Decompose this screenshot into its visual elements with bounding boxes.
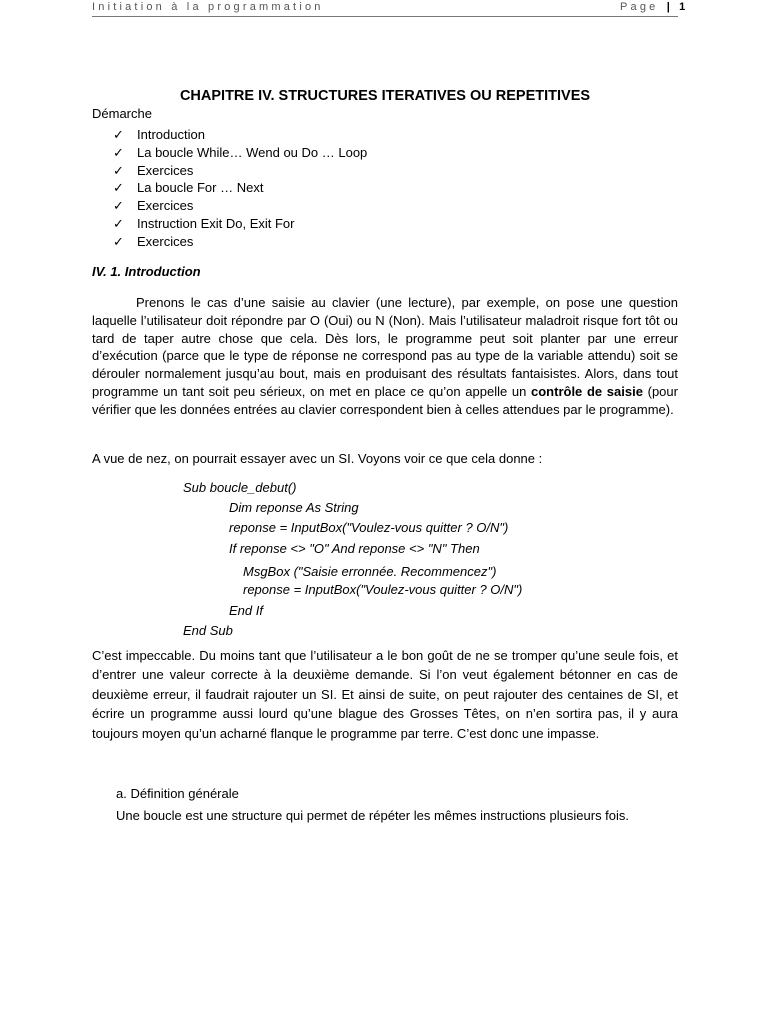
page-label: Page <box>620 1 659 13</box>
check-icon: ✓ <box>113 162 124 178</box>
code-line: End Sub <box>183 623 233 638</box>
list-item: ✓ La boucle While… Wend ou Do … Loop <box>113 144 368 160</box>
check-icon: ✓ <box>113 127 124 142</box>
subsection-heading: a. Définition générale <box>116 786 239 801</box>
code-line: reponse = InputBox("Voulez-vous quitter ? O/N") <box>243 582 523 597</box>
section-heading: IV. 1. Introduction <box>92 264 201 279</box>
lead-in-paragraph: A vue de nez, on pourrait essayer avec un SI. Voyons voir ce que cela donne : <box>92 451 543 466</box>
page-separator: | <box>666 1 670 13</box>
code-line: Dim reponse As String <box>229 500 359 515</box>
check-icon: ✓ <box>113 215 124 231</box>
list-item: ✓ La boucle For … Next <box>113 180 264 196</box>
discussion-paragraph: C’est impeccable. Du moins tant que l’utilisateur a le bon goût de ne se tromper qu’une seule fois, et d’entrer une valeur correcte à la deuxième demande. Si l’on veut également bétonner en cas de deuxième erreur, il faudrait rajouter un SI. Et ainsi de suite, on peut rajouter des centaines de SI, et écrire un programme aussi lourd qu’une blague des Grosses Têtes, on n’en sortira pas, il y aura toujours moyen qu’un acharné flanque le programme par terre. C’est donc une impasse. <box>92 648 678 741</box>
code-line: Sub boucle_debut() <box>183 480 297 495</box>
definition-text: Une boucle est une structure qui permet de répéter les mêmes instructions plusieurs fois. <box>116 808 630 823</box>
code-line: MsgBox ("Saisie erronnée. Recommencez") <box>243 564 497 579</box>
check-icon: ✓ <box>113 233 124 249</box>
running-header-title: Initiation à la programmation <box>92 1 324 13</box>
page-number: 1 <box>679 1 686 13</box>
header-rule <box>92 16 678 17</box>
check-icon: ✓ <box>113 198 124 214</box>
code-line: End If <box>229 603 263 618</box>
demarche-checklist <box>113 126 367 251</box>
list-item: ✓ Introduction <box>113 127 205 142</box>
code-line: reponse = InputBox("Voulez-vous quitter ? O/N") <box>229 520 509 535</box>
list-item: ✓ Exercices <box>113 162 194 178</box>
page-number-block <box>620 1 685 13</box>
demarche-label: Démarche <box>92 106 152 121</box>
check-icon: ✓ <box>113 144 124 160</box>
chapter-title: CHAPITRE IV. STRUCTURES ITERATIVES OU REPETITIVES <box>179 88 591 104</box>
list-item: ✓ Exercices <box>113 198 194 214</box>
code-line: If reponse <> "O" And reponse <> "N" Then <box>229 541 480 556</box>
bold-term: contrôle de saisie <box>531 383 643 399</box>
intro-paragraph: Prenons le cas d’une saisie au clavier (une lecture), par exemple, on pose une question laquelle l’utilisateur doit répondre par O (Oui) ou N (Non). Mais l’utilisateur maladroit risque fort tôt ou tard de taper autre chose que cela. Dès lors, le programme peut soit planter par une erreur d’exécution (parce que le type de réponse ne correspond pas au type de la variable attendu) soit se dérouler normalement jusqu’au bout, mais en produisant des résultats fantaisistes. Alors, dans tout programme un tant soit peu sérieux, on met en place ce qu’on appelle un contrôle de saisie (pour vérifier que les données entrées au clavier correspondent bien à celles attendues par le programme). <box>92 295 678 417</box>
check-icon: ✓ <box>113 180 124 196</box>
list-item: ✓ Exercices <box>113 233 194 249</box>
list-item: ✓ Instruction Exit Do, Exit For <box>113 215 295 231</box>
